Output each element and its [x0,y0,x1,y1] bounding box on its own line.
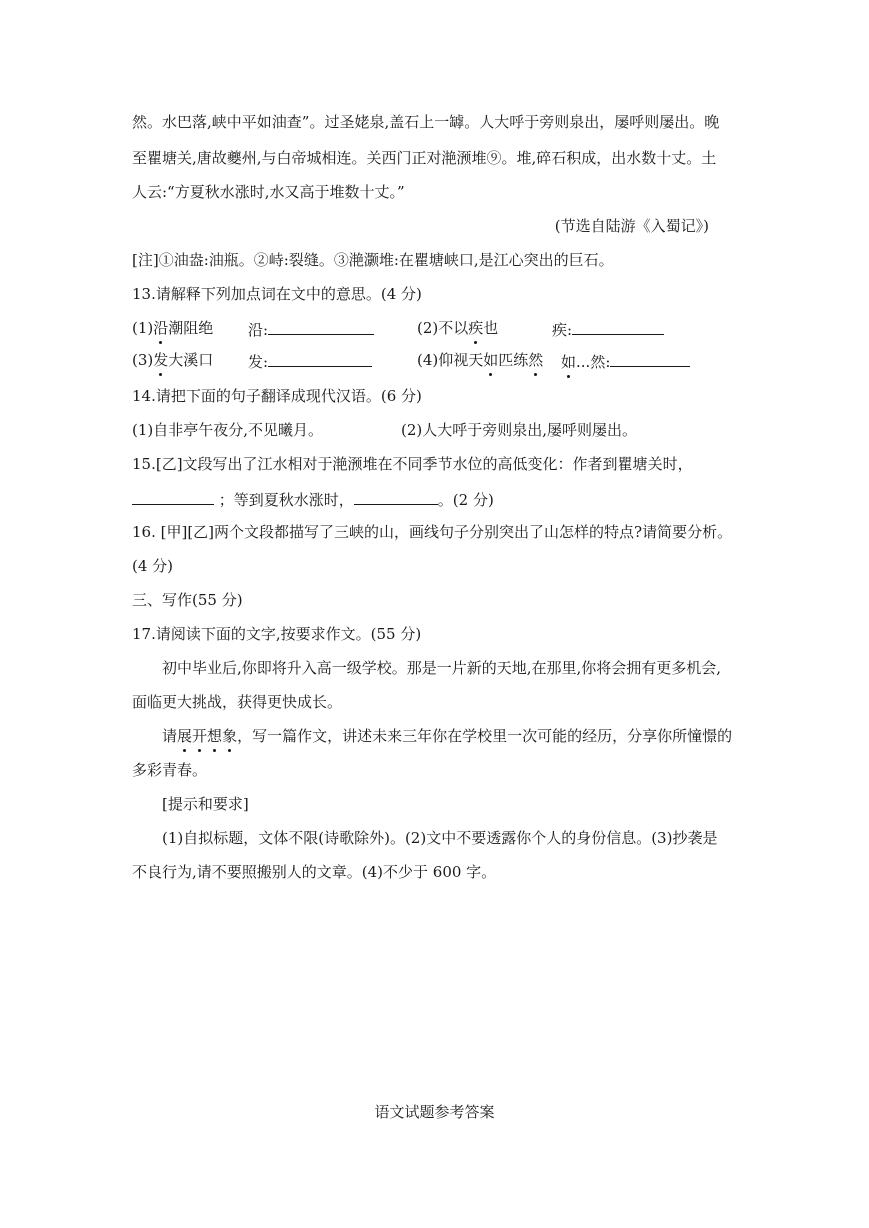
q13-item-2-answer: 疾: [552,318,664,340]
q13-item-4-answer: 如...然: [561,350,690,372]
q13-item-3-answer: 发: [248,350,372,372]
q17-para-1b: 面临更大挑战，获得更快成长。 [132,693,343,711]
q17-tips-title: [提示和要求] [162,795,249,813]
q14-sentence-2: (2)人大呼于旁则泉出,屡呼则屡出。 [401,421,638,439]
question-13-stem: 13.请解释下列加点词在文中的意思。(4 分) [132,285,422,303]
question-15-stem: 15.[乙]文段写出了江水相对于滟滪堆在不同季节水位的高低变化：作者到瞿塘关时， [132,455,693,473]
dotted-char: 开 [192,727,208,745]
q13-item-4: (4)仰视天如匹练然 [417,351,544,369]
answer-blank[interactable] [354,488,438,505]
q13-item-3: (3)发大溪口 [132,351,214,369]
annotation-note: [注]①油盎:油瓶。②峙:裂缝。③滟灏堆:在瞿塘峡口,是江心突出的巨石。 [132,251,614,269]
dotted-char: 然 [528,351,544,369]
passage-line-3: 人云:“方夏秋水涨时,水又高于堆数十丈。” [132,183,405,201]
answer-key-heading: 语文试题参考答案 [374,1103,495,1121]
question-15-blanks: ；等到夏秋水涨时， 。(2 分) [132,488,494,510]
q17-tips-b: 不良行为,请不要照搬别人的文章。(4)不少于 600 字。 [132,863,497,881]
q17-para-1a: 初中毕业后,你即将升入高一级学校。那是一片新的天地,在那里,你将会拥有更多机会, [162,659,722,677]
passage-line-1: 然。水巴落,峡中平如油查”。过圣姥泉,盖石上一罅。人大呼于旁则泉出，屡呼则屡出。晚 [132,113,720,131]
q13-item-2: (2)不以疾也 [417,319,499,337]
dotted-char: 想 [207,727,223,745]
question-14-stem: 14.请把下面的句子翻译成现代汉语。(6 分) [132,387,422,405]
answer-blank[interactable] [572,318,664,335]
q14-sentence-1: (1)自非亭午夜分,不见曦月。 [132,421,324,439]
q17-para-2a: 请展开想象，写一篇作文，讲述未来三年你在学校里一次可能的经历，分享你所憧憬的 [162,727,733,745]
answer-blank[interactable] [132,488,214,505]
dotted-char: 象 [222,727,238,745]
answer-blank[interactable] [268,318,374,335]
q13-item-1: (1)沿潮阻绝 [132,319,214,337]
dotted-char: 疾 [468,319,484,337]
passage-source: (节选自陆游《入蜀记》) [554,217,709,235]
q13-item-1-answer: 沿: [248,318,374,340]
q17-tips-a: (1)自拟标题，文体不限(诗歌除外)。(2)文中不要透露你个人的身份信息。(3)抄袭是 [162,829,718,847]
question-17-stem: 17.请阅读下面的文字,按要求作文。(55 分) [132,625,422,643]
dotted-char: 如 [483,351,499,369]
answer-blank[interactable] [610,350,690,367]
question-16-score: (4 分) [132,557,174,575]
passage-line-2: 至瞿塘关,唐故夔州,与白帝城相连。关西门正对滟滪堆⑨。堆,碎石积成，出水数十丈。土 [132,149,717,167]
dotted-char: 沿 [153,319,169,337]
dotted-char: 发 [153,351,169,369]
question-16-stem: 16. [甲][乙]两个文段都描写了三峡的山，画线句子分别突出了山怎样的特点?请简要分析。 [132,523,733,541]
q17-para-2b: 多彩青春。 [132,761,208,779]
answer-blank[interactable] [268,350,372,367]
section-3-heading: 三、写作(55 分) [132,591,243,609]
dotted-char: 展 [177,727,193,745]
